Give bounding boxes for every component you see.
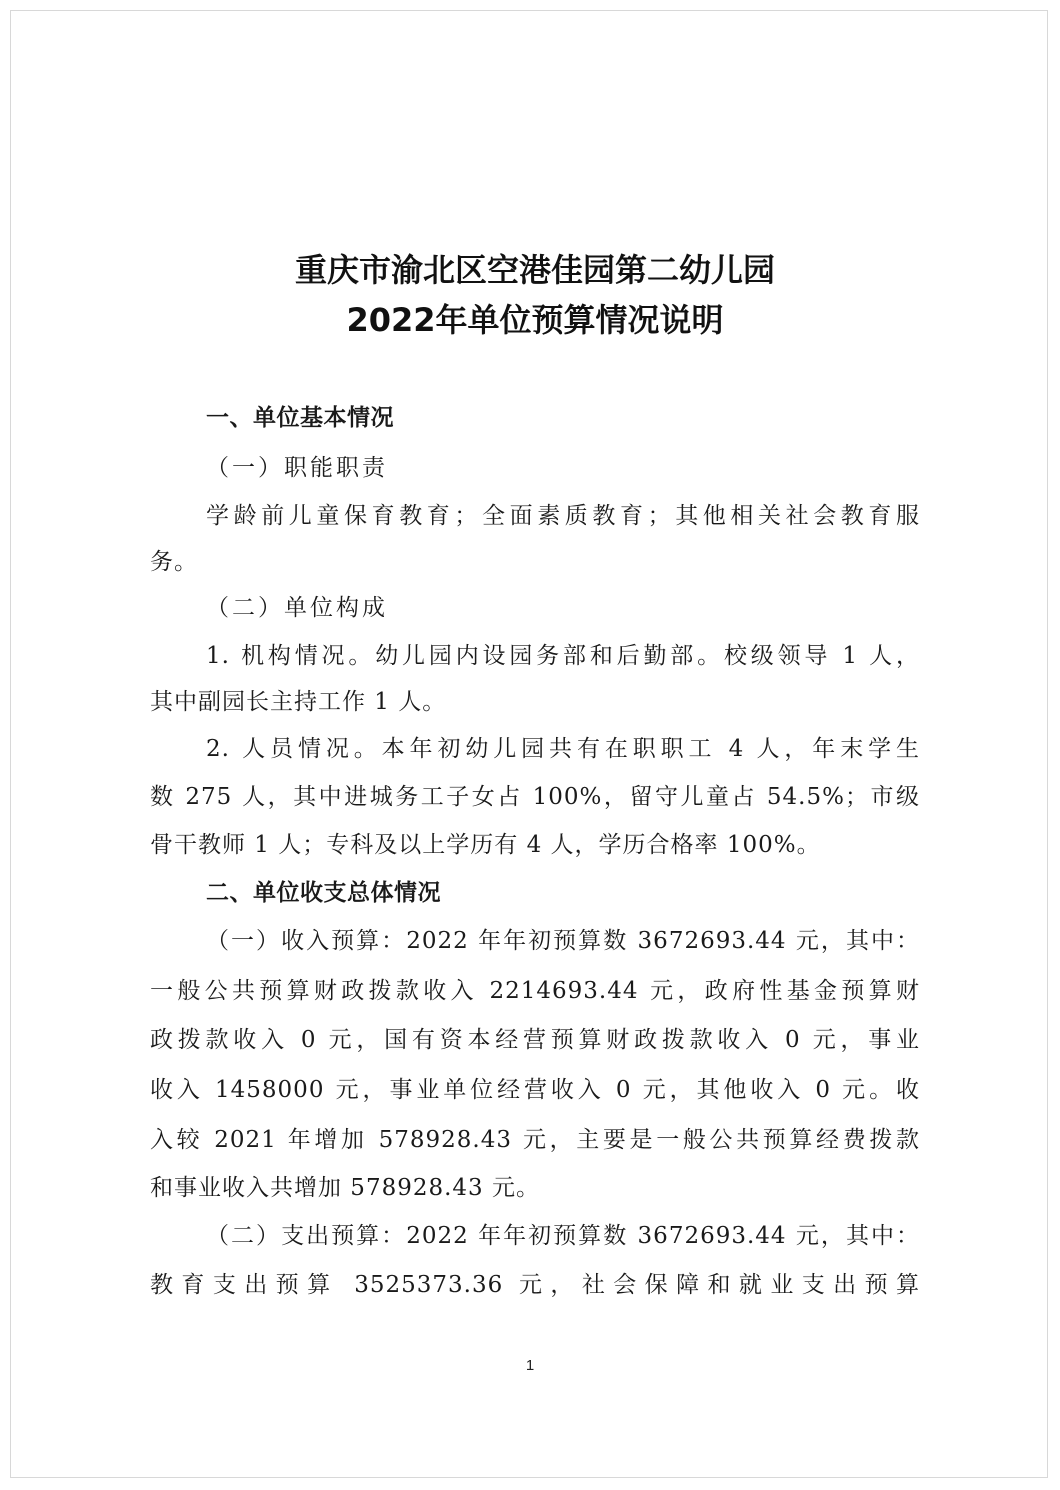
section1-item2-line1: 2. 人员情况。本年初幼儿园共有在职职工 4 人，年末学生: [206, 736, 920, 762]
section1-sub1-heading: （一）职能职责: [206, 455, 388, 481]
document-title-line1: 重庆市渝北区空港佳园第二幼儿园: [294, 251, 775, 289]
section2-expense-line2: 教育支出预算 3525373.36 元，社会保障和就业支出预算: [150, 1272, 920, 1298]
section1-item1-line2: 其中副园长主持工作 1 人。: [150, 689, 447, 715]
section2-expense-line1: （二）支出预算：2022 年年初预算数 3672693.44 元，其中：: [206, 1223, 920, 1249]
section1-sub1-text-line1: 学龄前儿童保育教育；全面素质教育；其他相关社会教育服: [206, 503, 920, 529]
section2-income-line3: 政拨款收入 0 元，国有资本经营预算财政拨款收入 0 元，事业: [150, 1027, 920, 1053]
document-title-line2: 2022年单位预算情况说明: [346, 301, 724, 339]
section2-heading: 二、单位收支总体情况: [206, 880, 441, 906]
section2-income-line4: 收入 1458000 元，事业单位经营收入 0 元，其他收入 0 元。收: [150, 1077, 920, 1103]
section1-heading: 一、单位基本情况: [206, 405, 394, 431]
section2-income-line1: （一）收入预算：2022 年年初预算数 3672693.44 元，其中：: [206, 928, 920, 954]
section2-income-line2: 一般公共预算财政拨款收入 2214693.44 元，政府性基金预算财: [150, 978, 920, 1004]
section1-item2-line2: 数 275 人，其中进城务工子女占 100%，留守儿童占 54.5%；市级: [150, 784, 920, 810]
section1-item1-line1: 1. 机构情况。幼儿园内设园务部和后勤部。校级领导 1 人，: [206, 643, 920, 669]
section2-income-line6: 和事业收入共增加 578928.43 元。: [150, 1175, 540, 1201]
section1-sub2-heading: （二）单位构成: [206, 595, 388, 621]
section1-sub1-text-line2: 务。: [150, 549, 198, 575]
page-number: 1: [525, 1357, 535, 1374]
section1-item2-line3: 骨干教师 1 人；专科及以上学历有 4 人，学历合格率 100%。: [150, 832, 821, 858]
section2-income-line5: 入较 2021 年增加 578928.43 元，主要是一般公共预算经费拨款: [150, 1127, 920, 1153]
